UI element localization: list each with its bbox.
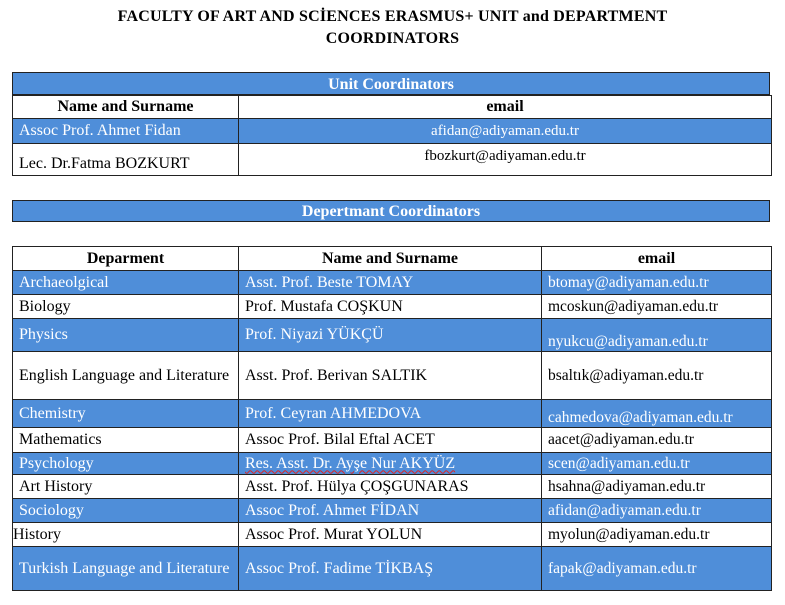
table-row [13, 400, 772, 428]
department-cell: History [13, 523, 239, 547]
department-cell: Psychology [13, 453, 239, 475]
coordinator-email: afidan@adiyaman.edu.tr [542, 499, 772, 523]
coordinator-email: mcoskun@adiyaman.edu.tr [542, 295, 772, 319]
table-row [13, 499, 772, 523]
coordinator-email: fbozkurt@adiyaman.edu.tr [239, 144, 772, 176]
coordinator-email: nyukcu@adiyaman.edu.tr [542, 319, 772, 352]
coordinator-email: bsaltık@adiyaman.edu.tr [542, 352, 772, 400]
title-line-1: FACULTY OF ART AND SCİENCES ERASMUS+ UNIT and DEPARTMENT [117, 8, 668, 25]
coordinator-name: Asst. Prof. Berivan SALTIK [239, 352, 542, 400]
coordinator-email: myolun@adiyaman.edu.tr [542, 523, 772, 547]
coordinator-name: Assoc Prof. Bilal Eftal ACET [239, 428, 542, 453]
department-cell: Physics [13, 319, 239, 352]
table-header-row [13, 247, 772, 271]
table-row [13, 352, 772, 400]
department-cell: English Language and Literature [13, 352, 239, 400]
department-cell: Chemistry [13, 400, 239, 428]
column-header: email [239, 96, 772, 119]
coordinator-name: Lec. Dr.Fatma BOZKURT [13, 144, 239, 176]
department-cell: Archaeolgical [13, 271, 239, 295]
column-header: Name and Surname [13, 96, 239, 119]
coordinator-name: Asst. Prof. Hülya ÇOŞGUNARAS [239, 475, 542, 499]
table-row [13, 271, 772, 295]
department-coordinators-header: Depertmant Coordinators [12, 200, 770, 222]
coordinator-email: afidan@adiyaman.edu.tr [239, 119, 772, 144]
department-coordinators-table [12, 246, 772, 591]
coordinator-name [239, 453, 542, 475]
table-header-row [13, 96, 772, 119]
table-row [13, 295, 772, 319]
coordinator-email: hsahna@adiyaman.edu.tr [542, 475, 772, 499]
table-row [13, 428, 772, 453]
table-row [13, 319, 772, 352]
column-header: Name and Surname [239, 247, 542, 271]
coordinator-email: fapak@adiyaman.edu.tr [542, 547, 772, 591]
department-cell: Turkish Language and Literature [13, 547, 239, 591]
coordinator-email: btomay@adiyaman.edu.tr [542, 271, 772, 295]
department-cell: Sociology [13, 499, 239, 523]
unit-coordinators-table [12, 95, 772, 176]
coordinator-name: Asst. Prof. Beste TOMAY [239, 271, 542, 295]
table-row [13, 144, 772, 176]
coordinator-name: Assoc Prof. Fadime TİKBAŞ [239, 547, 542, 591]
column-header: email [542, 247, 772, 271]
department-cell: Mathematics [13, 428, 239, 453]
unit-coordinators-header: Unit Coordinators [12, 72, 770, 95]
column-header: Deparment [13, 247, 239, 271]
department-cell: Biology [13, 295, 239, 319]
table-row [13, 453, 772, 475]
coordinator-email: cahmedova@adiyaman.edu.tr [542, 400, 772, 428]
department-cell: Art History [13, 475, 239, 499]
coordinator-name: Prof. Ceyran AHMEDOVA [239, 400, 542, 428]
coordinator-name: Prof. Mustafa COŞKUN [239, 295, 542, 319]
table-row [13, 119, 772, 144]
coordinator-name: Assoc Prof. Ahmet FİDAN [239, 499, 542, 523]
coordinator-name: Prof. Niyazi YÜKÇÜ [239, 319, 542, 352]
coordinator-name-text: Res. Asst. Dr. Ayşe Nur AKYÜZ [245, 454, 456, 472]
page-title [0, 6, 785, 50]
table-row [13, 475, 772, 499]
title-line-2: COORDINATORS [325, 30, 460, 47]
coordinator-name: Assoc Prof. Ahmet Fidan [13, 119, 239, 144]
table-row [13, 547, 772, 591]
coordinator-email: scen@adiyaman.edu.tr [542, 453, 772, 475]
coordinator-name: Assoc Prof. Murat YOLUN [239, 523, 542, 547]
table-row [13, 523, 772, 547]
coordinator-email: aacet@adiyaman.edu.tr [542, 428, 772, 453]
